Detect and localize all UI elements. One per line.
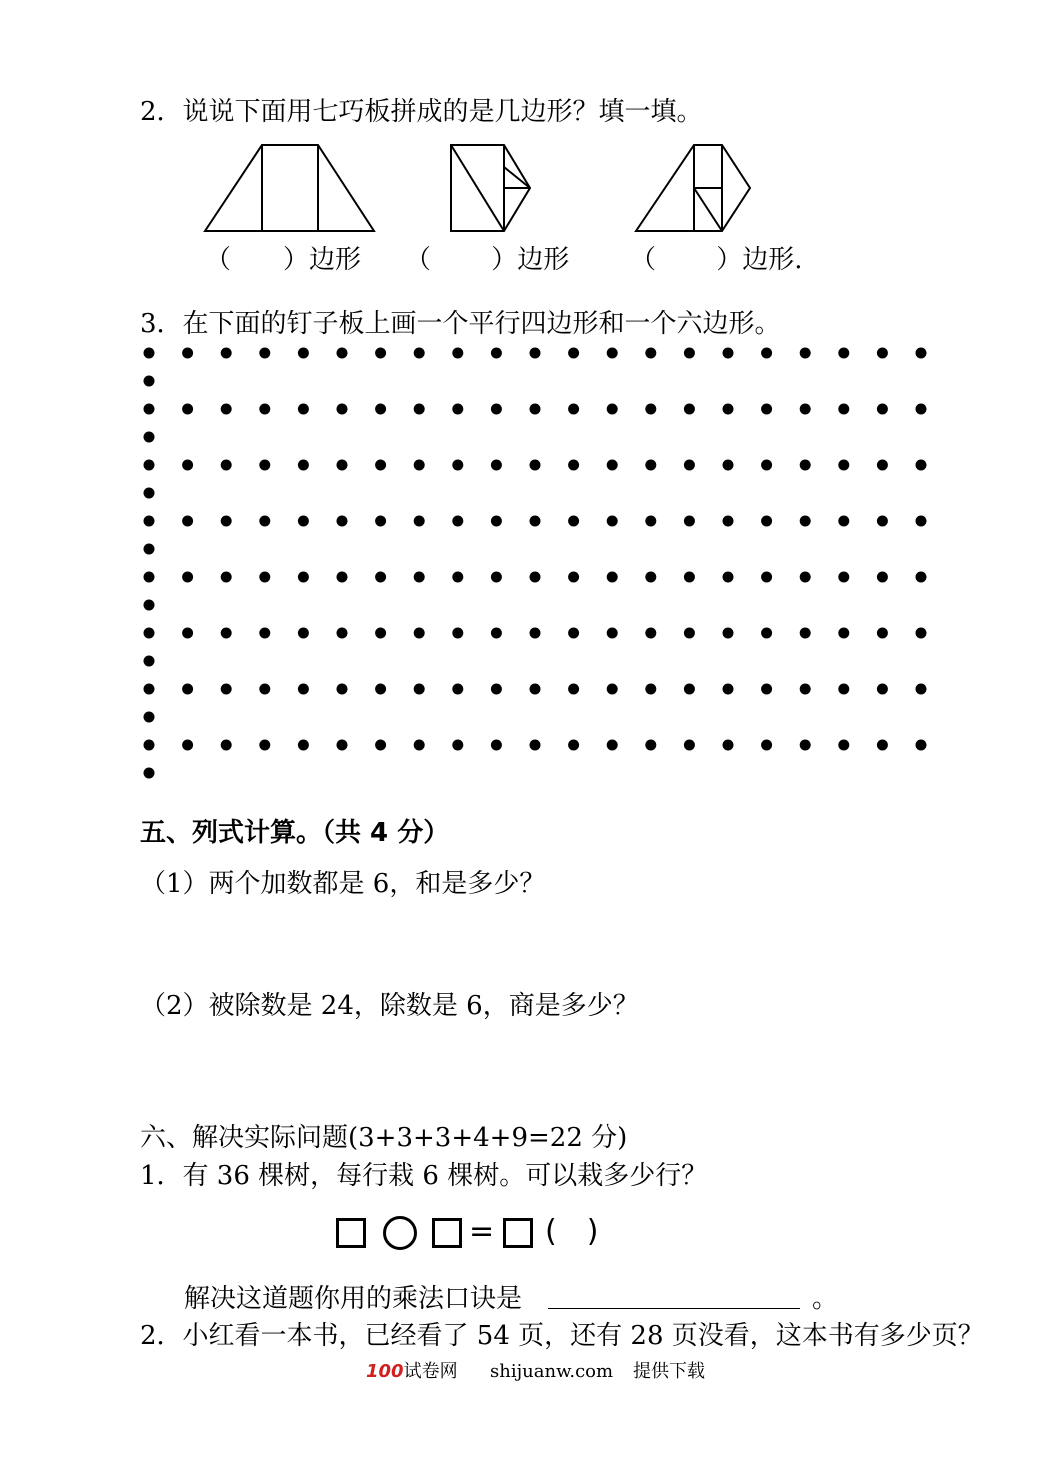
nail-dot[interactable] (491, 740, 502, 751)
section-6-question-1: 1．有 36 棵树，每行栽 6 棵树。可以栽多少行？ (140, 1161, 708, 1191)
nail-dot[interactable] (414, 684, 425, 695)
nail-dot[interactable] (144, 376, 155, 387)
nail-dot[interactable] (800, 404, 811, 415)
nail-dot[interactable] (568, 460, 579, 471)
nail-dot[interactable] (375, 684, 386, 695)
nail-dot[interactable] (337, 516, 348, 527)
nail-dot[interactable] (684, 404, 695, 415)
nail-dot[interactable] (877, 348, 888, 359)
nail-dot[interactable] (182, 404, 193, 415)
nail-dot[interactable] (182, 348, 193, 359)
nail-dot[interactable] (800, 516, 811, 527)
nail-dot[interactable] (452, 628, 463, 639)
nail-dot[interactable] (645, 460, 656, 471)
nail-dot[interactable] (916, 348, 927, 359)
nail-dot[interactable] (530, 572, 541, 583)
nail-dot[interactable] (298, 516, 309, 527)
nail-dot[interactable] (838, 628, 849, 639)
nail-dot[interactable] (337, 348, 348, 359)
nail-dot[interactable] (800, 348, 811, 359)
nail-dot[interactable] (182, 516, 193, 527)
nail-dot[interactable] (530, 628, 541, 639)
nail-dot[interactable] (144, 348, 155, 359)
nail-dot[interactable] (144, 712, 155, 723)
nail-dot[interactable] (723, 460, 734, 471)
footer-url[interactable]: shijuanw.com (490, 1361, 614, 1382)
nail-dot[interactable] (800, 460, 811, 471)
question-3-title: 3．在下面的钉子板上画一个平行四边形和一个六边形。 (140, 309, 781, 339)
nail-dot[interactable] (761, 348, 772, 359)
equation-box-result[interactable] (503, 1218, 533, 1248)
nail-dot[interactable] (761, 628, 772, 639)
nail-dot[interactable] (298, 572, 309, 583)
equation-box-1[interactable] (336, 1218, 366, 1248)
site-name: 试卷网 (403, 1361, 458, 1382)
nail-dot[interactable] (530, 404, 541, 415)
nail-dot[interactable] (684, 628, 695, 639)
question-2-title: 2．说说下面用七巧板拼成的是几边形？填一填。 (140, 97, 703, 127)
nail-dot[interactable] (259, 684, 270, 695)
nail-dot[interactable] (723, 404, 734, 415)
equation-unit-blank[interactable]: ( ) (545, 1214, 599, 1249)
nail-dot[interactable] (452, 348, 463, 359)
nail-board (144, 348, 927, 779)
nail-dot[interactable] (877, 516, 888, 527)
nail-dot[interactable] (916, 572, 927, 583)
nail-dot[interactable] (452, 572, 463, 583)
nail-dot[interactable] (337, 628, 348, 639)
nail-dot[interactable] (877, 572, 888, 583)
nail-dot[interactable] (452, 740, 463, 751)
nail-dot[interactable] (916, 684, 927, 695)
nail-dot[interactable] (375, 572, 386, 583)
nail-dot[interactable] (645, 348, 656, 359)
nail-dot[interactable] (530, 740, 541, 751)
nail-dot[interactable] (684, 516, 695, 527)
nail-dot[interactable] (491, 348, 502, 359)
nail-dot[interactable] (259, 740, 270, 751)
nail-dot[interactable] (607, 460, 618, 471)
nail-dot[interactable] (607, 348, 618, 359)
nail-dot[interactable] (877, 404, 888, 415)
section-6-question-2: 2．小红看一本书，已经看了 54 页，还有 28 页没看，这本书有多少页？ (140, 1321, 984, 1351)
nail-dot[interactable] (452, 684, 463, 695)
nail-dot[interactable] (568, 404, 579, 415)
nail-dot[interactable] (838, 404, 849, 415)
nail-dot[interactable] (568, 348, 579, 359)
nail-dot[interactable] (182, 628, 193, 639)
nail-dot[interactable] (645, 572, 656, 583)
nail-dot[interactable] (568, 740, 579, 751)
nail-dot[interactable] (221, 740, 232, 751)
section-6-title: 六、解决实际问题(3+3+3+4+9=22 分) (140, 1123, 628, 1153)
nail-dot[interactable] (375, 740, 386, 751)
nail-dot[interactable] (337, 684, 348, 695)
nail-dot[interactable] (491, 684, 502, 695)
nail-dot[interactable] (337, 404, 348, 415)
nail-dot[interactable] (723, 740, 734, 751)
nail-dot[interactable] (298, 460, 309, 471)
nail-dot[interactable] (684, 740, 695, 751)
tangram-hexagon (636, 145, 750, 231)
nail-dot[interactable] (877, 460, 888, 471)
multiplication-rhyme-blank[interactable] (548, 1308, 800, 1309)
nail-dot[interactable] (723, 348, 734, 359)
nail-dot[interactable] (838, 460, 849, 471)
nail-dot[interactable] (645, 404, 656, 415)
nail-dot[interactable] (452, 516, 463, 527)
nail-dot[interactable] (916, 740, 927, 751)
nail-dot[interactable] (916, 628, 927, 639)
nail-dot[interactable] (221, 460, 232, 471)
nail-dot[interactable] (916, 404, 927, 415)
nail-dot[interactable] (259, 516, 270, 527)
nail-dot[interactable] (568, 628, 579, 639)
nail-dot[interactable] (144, 460, 155, 471)
nail-dot[interactable] (298, 404, 309, 415)
tangram-pentagon (451, 145, 530, 231)
nail-dot[interactable] (221, 516, 232, 527)
answer-blank-1[interactable]: （ ）边形 (205, 245, 362, 275)
nail-dot[interactable] (182, 684, 193, 695)
nail-dot[interactable] (877, 684, 888, 695)
nail-dot[interactable] (298, 628, 309, 639)
nail-dot[interactable] (838, 684, 849, 695)
nail-dot[interactable] (916, 460, 927, 471)
nail-dot[interactable] (723, 684, 734, 695)
nail-dot[interactable] (607, 684, 618, 695)
nail-dot[interactable] (375, 404, 386, 415)
nail-dot[interactable] (259, 572, 270, 583)
nail-dot[interactable] (645, 684, 656, 695)
nail-dot[interactable] (144, 572, 155, 583)
nail-dot[interactable] (800, 572, 811, 583)
nail-dot[interactable] (144, 656, 155, 667)
nail-dot[interactable] (645, 516, 656, 527)
nail-dot[interactable] (568, 684, 579, 695)
nail-dot[interactable] (259, 460, 270, 471)
nail-dot[interactable] (800, 684, 811, 695)
nail-dot[interactable] (684, 684, 695, 695)
nail-dot[interactable] (607, 572, 618, 583)
nail-dot[interactable] (607, 516, 618, 527)
nail-dot[interactable] (298, 740, 309, 751)
nail-dot[interactable] (761, 740, 772, 751)
footer-note: 提供下载 (633, 1361, 705, 1382)
nail-dot[interactable] (800, 628, 811, 639)
nail-dot[interactable] (684, 572, 695, 583)
nail-dot[interactable] (838, 740, 849, 751)
nail-dot[interactable] (761, 460, 772, 471)
nail-dot[interactable] (607, 740, 618, 751)
nail-dot[interactable] (375, 516, 386, 527)
answer-blank-2[interactable]: （ ）边形 (405, 245, 570, 275)
nail-dot[interactable] (221, 348, 232, 359)
nail-dot[interactable] (645, 740, 656, 751)
equation-equals: = (469, 1214, 495, 1249)
nail-dot[interactable] (182, 572, 193, 583)
nail-dot[interactable] (568, 516, 579, 527)
nail-dot[interactable] (838, 572, 849, 583)
nail-dot[interactable] (221, 404, 232, 415)
nail-dot[interactable] (684, 460, 695, 471)
nail-dot[interactable] (144, 404, 155, 415)
nail-dot[interactable] (723, 628, 734, 639)
answer-blank-3[interactable]: （ ）边形. (630, 245, 803, 275)
equation-box-2[interactable] (432, 1218, 462, 1248)
nail-dot[interactable] (144, 600, 155, 611)
nail-dot[interactable] (491, 404, 502, 415)
nail-dot[interactable] (491, 628, 502, 639)
nail-dot[interactable] (800, 740, 811, 751)
nail-dot[interactable] (298, 348, 309, 359)
nail-dot[interactable] (144, 544, 155, 555)
nail-dot[interactable] (144, 768, 155, 779)
multiplication-rhyme-prompt: 解决这道题你用的乘法口诀是 (184, 1284, 523, 1314)
section-5-item-2: （2）被除数是 24，除数是 6，商是多少？ (140, 991, 639, 1021)
section-5-item-1: （1）两个加数都是 6，和是多少？ (140, 869, 546, 899)
nail-dot[interactable] (144, 488, 155, 499)
nail-dot[interactable] (298, 684, 309, 695)
nail-dot[interactable] (723, 516, 734, 527)
nail-dot[interactable] (684, 348, 695, 359)
nail-dot[interactable] (645, 628, 656, 639)
nail-dot[interactable] (723, 572, 734, 583)
equation-operator-circle[interactable] (383, 1216, 417, 1250)
nail-dot[interactable] (607, 404, 618, 415)
tangram-trapezoid (205, 145, 374, 231)
nail-dot[interactable] (491, 460, 502, 471)
nail-dot[interactable] (337, 460, 348, 471)
nail-dot[interactable] (877, 740, 888, 751)
nail-dot[interactable] (221, 572, 232, 583)
nail-dot[interactable] (761, 516, 772, 527)
nail-dot[interactable] (414, 460, 425, 471)
nail-dot[interactable] (414, 572, 425, 583)
nail-dot[interactable] (259, 348, 270, 359)
nail-dot[interactable] (568, 572, 579, 583)
site-logo: 100 (366, 1361, 404, 1382)
nail-dot[interactable] (452, 404, 463, 415)
nail-dot[interactable] (375, 348, 386, 359)
nail-dot[interactable] (414, 348, 425, 359)
nail-dot[interactable] (530, 516, 541, 527)
nail-dot[interactable] (838, 516, 849, 527)
nail-dot[interactable] (530, 348, 541, 359)
nail-dot[interactable] (259, 404, 270, 415)
nail-dot[interactable] (221, 628, 232, 639)
nail-dot[interactable] (414, 628, 425, 639)
nail-dot[interactable] (607, 628, 618, 639)
nail-dot[interactable] (877, 628, 888, 639)
nail-dot[interactable] (452, 460, 463, 471)
nail-dot[interactable] (530, 684, 541, 695)
nail-dot[interactable] (337, 740, 348, 751)
nail-dot[interactable] (414, 516, 425, 527)
nail-dot[interactable] (530, 460, 541, 471)
nail-dot[interactable] (144, 432, 155, 443)
nail-dot[interactable] (144, 684, 155, 695)
nail-dot[interactable] (375, 460, 386, 471)
nail-dot[interactable] (259, 628, 270, 639)
nail-dot[interactable] (838, 348, 849, 359)
nail-dot[interactable] (375, 628, 386, 639)
nail-dot[interactable] (916, 516, 927, 527)
nail-dot[interactable] (761, 404, 772, 415)
nail-dot[interactable] (144, 516, 155, 527)
nail-dot[interactable] (414, 740, 425, 751)
nail-dot[interactable] (761, 572, 772, 583)
section-5-title: 五、列式计算。（共 4 分） (140, 818, 450, 848)
multiplication-rhyme-end: 。 (812, 1284, 839, 1314)
footer (366, 1360, 458, 1384)
nail-dot[interactable] (414, 404, 425, 415)
nail-dot[interactable] (337, 572, 348, 583)
nail-dot[interactable] (182, 740, 193, 751)
nail-dot[interactable] (144, 628, 155, 639)
nail-dot[interactable] (491, 516, 502, 527)
nail-dot[interactable] (221, 684, 232, 695)
nail-dot[interactable] (491, 572, 502, 583)
nail-dot[interactable] (761, 684, 772, 695)
nail-dot[interactable] (182, 460, 193, 471)
nail-dot[interactable] (144, 740, 155, 751)
